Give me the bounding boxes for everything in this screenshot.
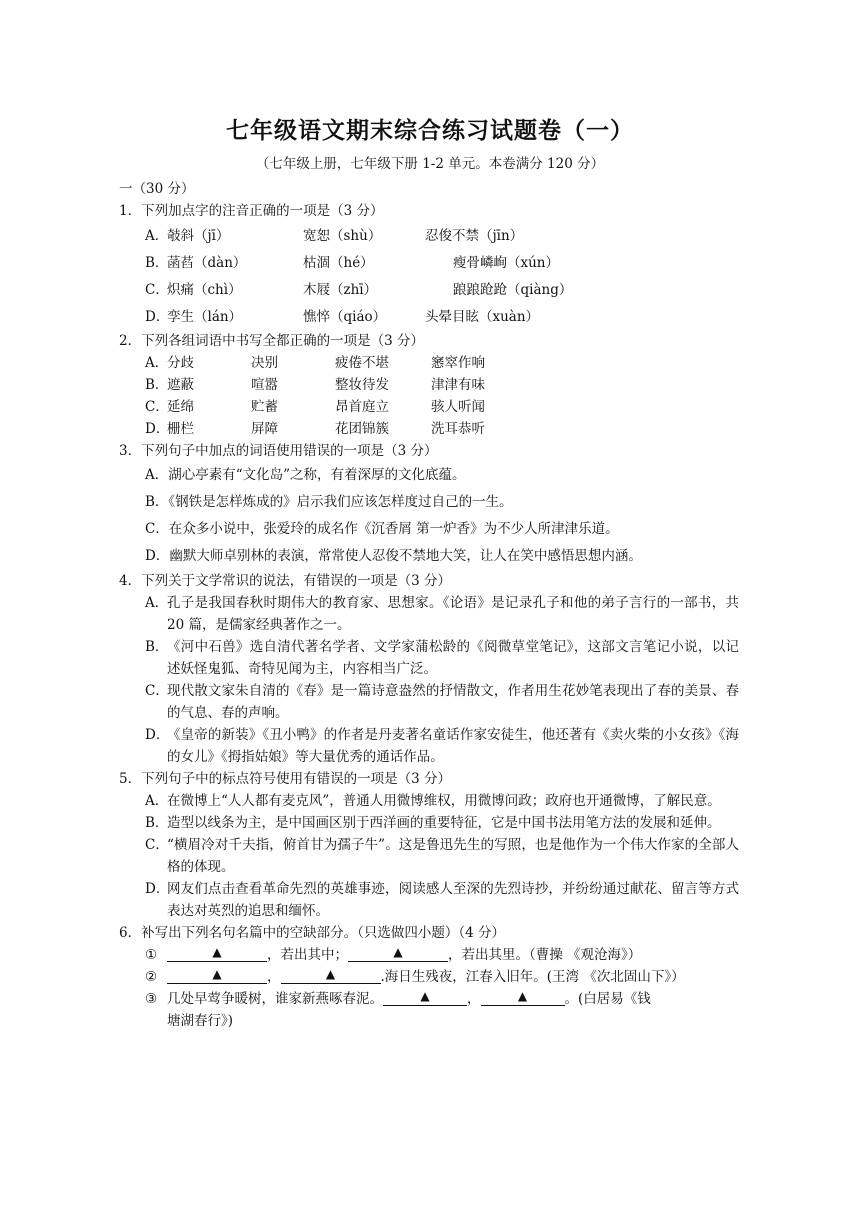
option-item: 菡萏（dàn） bbox=[167, 254, 247, 271]
answer-blank[interactable]: ▲ bbox=[167, 944, 267, 962]
option-label: B． bbox=[145, 377, 169, 393]
option-word: 津津有味 bbox=[431, 377, 485, 393]
fill-item-2 bbox=[119, 966, 739, 988]
question-2-option-c bbox=[145, 396, 739, 418]
option-item: 孪生（lán） bbox=[167, 308, 243, 325]
question-1-option-d bbox=[145, 303, 739, 330]
option-item: 枯涸（hé） bbox=[303, 254, 374, 271]
question-3-option-c: C．在众多小说中，张爱玲的成名作《沉香屑 第一炉香》为不少人所津津乐道。 bbox=[145, 521, 619, 537]
question-2-option-d bbox=[145, 418, 739, 440]
item-text: ， bbox=[267, 969, 281, 985]
answer-blank[interactable]: ▲ bbox=[383, 988, 467, 1006]
option-word: 贮蓄 bbox=[251, 399, 278, 415]
option-item: 憔悴（qiáo） bbox=[303, 308, 387, 325]
option-word: 栅栏 bbox=[167, 421, 194, 437]
item-text: .海日生残夜，江春入旧年。(王湾 《次北固山下》） bbox=[380, 969, 685, 985]
question-6 bbox=[119, 922, 739, 1032]
option-word: 遮蔽 bbox=[167, 377, 194, 393]
option-text: 现代散文家朱自清的《春》是一篇诗意盎然的抒情散文，作者用生花妙笔表现出了春的美景、春的气息、春的声响。 bbox=[167, 683, 739, 721]
item-number: ② bbox=[145, 969, 158, 985]
option-word: 决别 bbox=[251, 355, 278, 371]
question-1-option-a bbox=[145, 222, 739, 249]
question-2 bbox=[119, 330, 739, 440]
option-text: 孔子是我国春秋时期伟大的教育家、思想家。《论语》是记录孔子和他的弟子言行的一部书，共 20 篇，是儒家经典著作之一。 bbox=[167, 595, 739, 633]
option-label: D． bbox=[145, 881, 170, 897]
answer-blank[interactable]: ▲ bbox=[348, 944, 448, 962]
option-item: 炽痛（chì） bbox=[167, 281, 242, 298]
question-1-option-b bbox=[145, 249, 739, 276]
option-label: D． bbox=[145, 308, 170, 325]
question-4-option-b bbox=[145, 636, 739, 680]
option-label: B． bbox=[145, 639, 169, 655]
option-text: 网友们点击查看革命先烈的英雄事迹，阅读感人至深的先烈诗抄，并纷纷通过献花、留言等方式表达对英烈的追思和缅怀。 bbox=[167, 881, 739, 919]
option-word: 洗耳恭听 bbox=[431, 421, 485, 437]
item-text: ，若出其里。（曹操 《观沧海》） bbox=[448, 947, 642, 963]
item-number: ① bbox=[145, 947, 158, 963]
item-text: ，若出其中； bbox=[267, 947, 348, 963]
question-2-text: 2．下列各组词语中书写全都正确的一项是（3 分） bbox=[119, 333, 424, 349]
option-label: C． bbox=[145, 683, 169, 699]
question-3-text: 3．下列句子中加点的词语使用错误的一项是（3 分） bbox=[119, 443, 438, 459]
question-5-option-d bbox=[145, 878, 739, 922]
question-5-option-a bbox=[145, 790, 739, 812]
question-4 bbox=[119, 570, 739, 768]
option-text: 造型以线条为主，是中国画区别于西洋画的重要特征，它是中国书法用笔方法的发展和延伸。 bbox=[167, 815, 721, 831]
fill-item-3 bbox=[119, 988, 739, 1010]
option-label: C． bbox=[145, 837, 169, 853]
option-word: 骇人听闻 bbox=[431, 399, 485, 415]
question-5-option-b bbox=[145, 812, 739, 834]
answer-blank[interactable]: ▲ bbox=[481, 988, 565, 1006]
answer-blank[interactable]: ▲ bbox=[281, 966, 381, 984]
option-item: 头晕目眩（xuàn） bbox=[425, 308, 540, 325]
question-1 bbox=[119, 200, 739, 330]
option-word: 延绵 bbox=[167, 399, 194, 415]
option-text: 在微博上“人人都有麦克风”，普通人用微博维权，用微博问政；政府也开通微博，了解民意。 bbox=[167, 793, 721, 809]
question-5-option-c bbox=[145, 834, 739, 878]
option-word: 疲倦不堪 bbox=[335, 355, 389, 371]
section-heading: 一（30 分） bbox=[119, 181, 195, 197]
question-1-text: 1．下列加点字的注音正确的一项是（3 分） bbox=[119, 203, 384, 219]
option-label: A． bbox=[145, 355, 169, 371]
item-text: 。(白居易《钱 bbox=[564, 991, 651, 1007]
question-1-option-c bbox=[145, 276, 739, 303]
option-item: 忍俊不禁（jīn） bbox=[425, 227, 524, 244]
option-word: 窸窣作响 bbox=[431, 355, 485, 371]
question-6-text: 6．补写出下列名句名篇中的空缺部分。（只选做四小题）（4 分） bbox=[119, 925, 505, 941]
option-label: C． bbox=[145, 281, 169, 298]
item-text: 几处早莺争暖树，谁家新燕啄春泥。 bbox=[167, 991, 383, 1007]
exam-content bbox=[119, 178, 739, 1032]
answer-blank[interactable]: ▲ bbox=[167, 966, 267, 984]
option-word: 屏障 bbox=[251, 421, 278, 437]
option-item: 宽恕（shù） bbox=[303, 227, 382, 244]
option-word: 喧嚣 bbox=[251, 377, 278, 393]
option-text: 《皇帝的新装》《丑小鸭》的作者是丹麦著名童话作家安徒生，他还著有《卖火柴的小女孩》《海的女儿》《拇指姑娘》等大量优秀的通话作品。 bbox=[167, 727, 739, 765]
option-word: 整妆待发 bbox=[335, 377, 389, 393]
question-4-option-c bbox=[145, 680, 739, 724]
option-word: 花团锦簇 bbox=[335, 421, 389, 437]
fill-item-3-continued: 塘湖春行》) bbox=[167, 1013, 234, 1029]
option-label: B． bbox=[145, 815, 169, 831]
option-label: A． bbox=[145, 595, 169, 611]
option-label: D． bbox=[145, 421, 170, 437]
question-5-text: 5．下列句子中的标点符号使用有错误的一项是（3 分） bbox=[119, 771, 451, 787]
fill-item-1 bbox=[119, 944, 739, 966]
option-item: 瘦骨嶙峋（xún） bbox=[453, 254, 560, 271]
option-label: A． bbox=[145, 793, 169, 809]
question-4-option-a bbox=[145, 592, 739, 636]
option-label: A． bbox=[145, 227, 169, 244]
option-word: 昂首庭立 bbox=[335, 399, 389, 415]
question-3-option-a: A．湖心亭素有“文化岛”之称，有着深厚的文化底蕴。 bbox=[145, 467, 466, 483]
option-text: “横眉冷对千夫指，俯首甘为孺子牛”。这是鲁迅先生的写照，也是他作为一个伟大作家的全部人格的体现。 bbox=[167, 837, 739, 875]
question-3 bbox=[119, 440, 739, 570]
question-2-option-b bbox=[145, 374, 739, 396]
option-label: D． bbox=[145, 727, 170, 743]
question-4-text: 4．下列关于文学常识的说法，有错误的一项是（3 分） bbox=[119, 573, 451, 589]
question-5 bbox=[119, 768, 739, 922]
option-text: 《河中石兽》选自清代著名学者、文学家蒲松龄的《阅微草堂笔记》，这部文言笔记小说，以记述妖怪鬼狐、奇特见闻为主，内容相当广泛。 bbox=[167, 639, 739, 677]
option-item: 木屐（zhī） bbox=[303, 281, 378, 298]
option-item: 攲斜（jī） bbox=[167, 227, 230, 244]
item-number: ③ bbox=[145, 991, 158, 1007]
question-2-option-a bbox=[145, 352, 739, 374]
item-text: ， bbox=[467, 991, 481, 1007]
option-label: B． bbox=[145, 254, 169, 271]
exam-title: 七年级语文期末综合练习试题卷（一） bbox=[226, 117, 634, 144]
exam-subtitle: （七年级上册，七年级下册 1-2 单元。本卷满分 120 分） bbox=[255, 156, 605, 172]
question-4-option-d bbox=[145, 724, 739, 768]
question-3-option-b: B．《钢铁是怎样炼成的》启示我们应该怎样度过自己的一生。 bbox=[145, 494, 513, 510]
option-item: 踉踉跄跄（qiàng） bbox=[453, 281, 573, 298]
option-label: C． bbox=[145, 399, 169, 415]
question-3-option-d: D．幽默大师卓别林的表演，常常使人忍俊不禁地大笑，让人在笑中感悟思想内涵。 bbox=[145, 548, 642, 564]
option-word: 分歧 bbox=[167, 355, 194, 371]
